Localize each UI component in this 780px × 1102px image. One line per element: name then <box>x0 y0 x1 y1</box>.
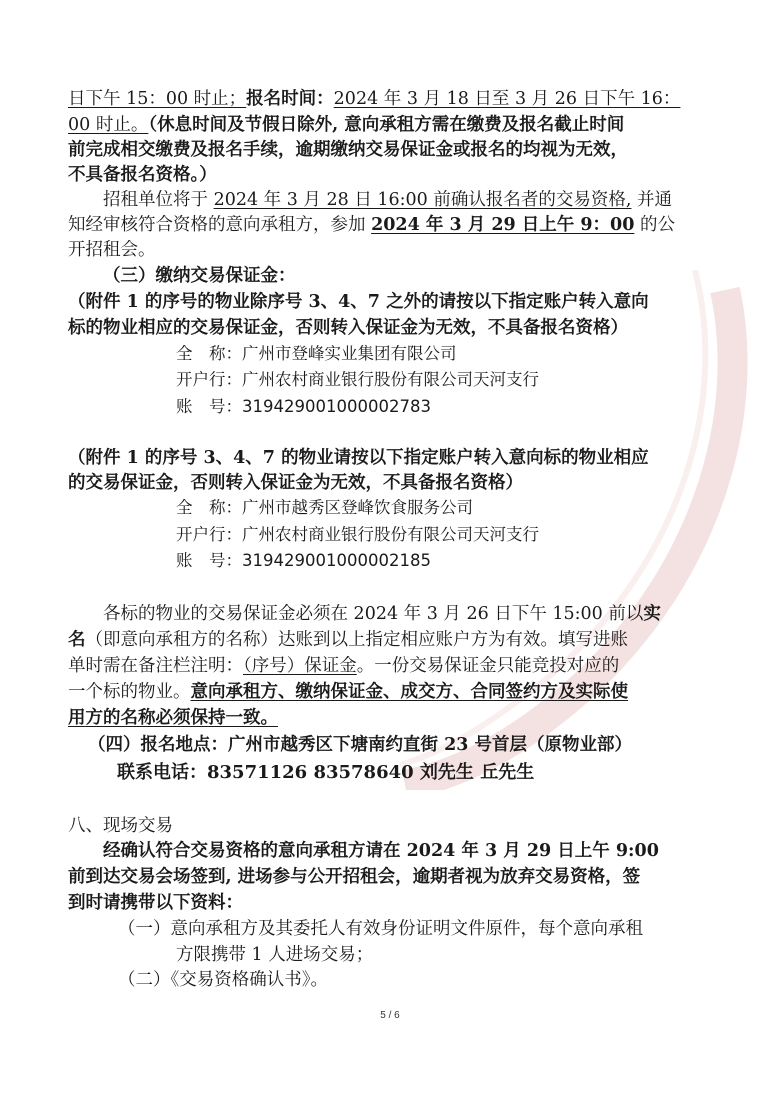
text-line-4: 不具备报名资格。） <box>68 165 217 185</box>
notice-bold: （休息时间及节假日除外, 意向承租方需在缴费及报名截止时间 <box>148 115 625 135</box>
deposit-bold-name: 名 <box>68 630 86 650</box>
deposit-line-4 <box>68 681 628 703</box>
text-line-6 <box>68 214 675 236</box>
section-8-heading: 八、现场交易 <box>68 816 173 836</box>
text-line-7: 开招租会。 <box>68 240 156 260</box>
account-1-bank: 开户行：广州农村商业银行股份有限公司天河支行 <box>176 370 539 389</box>
account-2-note-line1: （附件 1 的序号 3、4、7 的物业请按以下指定账户转入意向标的物业相应 <box>68 448 649 468</box>
deposit-line-2 <box>68 629 628 651</box>
consistency-note: 意向承租方、缴纳保证金、成交方、合同签约方及实际使 <box>190 682 628 702</box>
account-1-number: 账 号：319429001000002783 <box>176 397 431 416</box>
text-line-3: 前完成相交缴费及报名手续，逾期缴纳交易保证金或报名的均视为无效， <box>68 140 628 160</box>
text-line-2 <box>68 114 624 136</box>
contact-phone: 联系电话：83571126 83578640 刘先生 丘先生 <box>117 762 535 783</box>
required-item-1-cont: 方限携带 1 人进场交易； <box>176 945 374 965</box>
onsite-line-2: 前到达交易会场签到, 进场参与公开招租会，逾期者视为放弃交易资格，签 <box>68 867 641 887</box>
section-4-heading: （四）报名地点：广州市越秀区下塘南约直街 23 号首层（原物业部） <box>88 735 633 755</box>
registration-period-end: 00 时止。 <box>68 115 149 135</box>
required-item-2: （二）《交易资格确认书》。 <box>118 970 328 990</box>
confirm-intro: 招租单位将于 <box>103 190 214 210</box>
remark-cont: 。一份交易保证金只能竞投对应的 <box>356 656 620 676</box>
notify-text: 知经审核符合资格的意向承租方，参加 <box>68 215 372 235</box>
account-1-note-line1: （附件 1 的序号的物业除序号 3、4、7 之外的请按以下指定账户转入意向 <box>68 292 649 312</box>
account-2-number: 账 号：319429001000002185 <box>176 551 431 570</box>
onsite-line-3: 到时请携带以下资料： <box>68 893 243 913</box>
deposit-text: 各标的物业的交易保证金必须在 2024 年 3 月 26 日下午 15:00 前以 <box>103 604 644 624</box>
required-item-1: （一）意向承租方及其委托人有效身份证明文件原件，每个意向承租 <box>118 919 643 939</box>
text-line-1 <box>68 88 680 110</box>
deposit-bold-char: 实 <box>643 604 661 624</box>
deposit-line-1 <box>103 603 661 625</box>
page-number: 5 / 6 <box>380 1010 400 1021</box>
remark-format: （序号）保证金 <box>243 656 357 676</box>
account-2-note-line2: 的交易保证金，否则转入保证金为无效，不具备报名资格） <box>68 473 523 493</box>
account-1-note-line2: 标的物业相应的交易保证金，否则转入保证金为无效，不具备报名资格） <box>68 318 628 338</box>
account-2-name: 全 称：广州市越秀区登峰饮食服务公司 <box>176 498 473 517</box>
confirm-cont: 并通 <box>631 190 673 210</box>
deposit-line-5: 用方的名称必须保持一致。 <box>68 708 278 728</box>
text-line-5 <box>103 189 672 211</box>
deposit-text-2: （即意向承租方的名称）达账到以上指定相应账户方为有效。填写进账 <box>85 630 628 650</box>
notify-cont: 的公 <box>634 215 675 235</box>
section-3-heading: （三）缴纳交易保证金： <box>103 266 296 286</box>
registration-time-label: 报名时间： <box>246 89 334 109</box>
auction-date: 2024 年 3 月 29 日上午 9：00 <box>371 215 635 235</box>
account-1-name: 全 称：广州市登峰实业集团有限公司 <box>176 344 457 363</box>
deadline-text: 日下午 15：00 时止； <box>68 89 247 109</box>
deposit-line-3 <box>68 655 619 677</box>
registration-period: 2024 年 3 月 18 日至 3 月 26 日下午 16： <box>333 89 681 109</box>
single-target-text: 一个标的物业。 <box>68 682 191 702</box>
remark-text: 单时需在备注栏注明： <box>68 656 243 676</box>
onsite-line-1: 经确认符合交易资格的意向承租方请在 2024 年 3 月 29 日上午 9:00 <box>103 841 659 861</box>
confirm-date: 2024 年 3 月 28 日 16:00 前确认报名者的交易资格, <box>213 190 632 210</box>
account-2-bank: 开户行：广州农村商业银行股份有限公司天河支行 <box>176 525 539 544</box>
